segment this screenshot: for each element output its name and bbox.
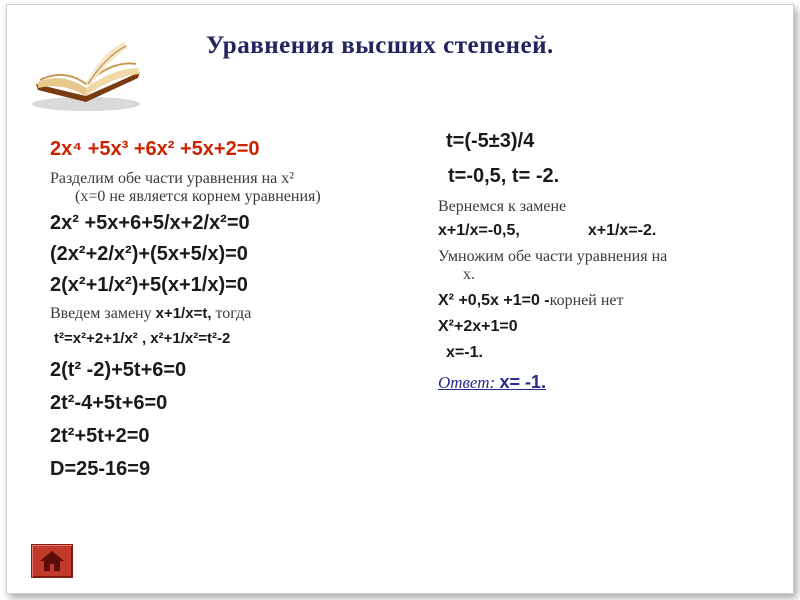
quadratic-no-roots: [438, 292, 778, 310]
answer-value: x= -1.: [499, 372, 546, 392]
answer: [438, 372, 778, 393]
home-icon: [32, 545, 72, 577]
equation-step: 2t²+5t+2=0: [50, 425, 150, 447]
quadratic-eq: X² +0,5x +1=0 -: [438, 292, 550, 309]
note-return: Вернемся к замене: [438, 198, 567, 215]
note-text: тогда: [211, 305, 252, 322]
note-multiply-cont: x.: [463, 266, 475, 283]
discriminant: D=25-16=9: [50, 458, 151, 480]
root-value: x=-1.: [446, 344, 483, 361]
right-column: [438, 130, 778, 393]
note-text: Введем замену: [50, 305, 156, 322]
equation-original: 2x⁴ +5x³ +6x² +5x+2=0: [50, 138, 260, 160]
substitution-expr: x+1/x=t,: [155, 305, 212, 322]
substitution-eq-1: x+1/x=-0,5,: [438, 222, 520, 239]
substitution-eq-2: x+1/x=-2.: [587, 222, 657, 239]
note-multiply: Умножим обе части уравнения на: [438, 248, 668, 265]
slide-title: Уравнения высших степеней.: [206, 32, 554, 59]
quadratic-eq-2: X²+2x+1=0: [438, 318, 518, 335]
no-roots-text: корней нет: [549, 292, 624, 309]
note-divide-cont: (x=0 не является корнем уравнения): [75, 188, 321, 205]
equation-step: 2x² +5x+6+5/x+2/x²=0: [50, 212, 250, 234]
roots-formula: t=(-5±3)/4: [446, 130, 535, 152]
home-button[interactable]: [31, 544, 73, 578]
substitution-identity: t²=x²+2+1/x² , x²+1/x²=t²-2: [54, 330, 231, 347]
equation-step: (2x²+2/x²)+(5x+5/x)=0: [50, 243, 248, 265]
note-divide: Разделим обе части уравнения на x²: [50, 170, 295, 187]
equation-step: 2(t² -2)+5t+6=0: [50, 359, 187, 381]
answer-label: Ответ:: [438, 373, 496, 392]
left-column: [50, 138, 410, 481]
note-substitution: [50, 305, 410, 323]
equation-step: 2t²-4+5t+6=0: [50, 392, 168, 414]
roots-values: t=-0,5, t= -2.: [448, 165, 560, 187]
substitution-equations: [438, 222, 778, 240]
equation-step: 2(x²+1/x²)+5(x+1/x)=0: [50, 274, 248, 296]
open-book-icon: [28, 38, 148, 114]
